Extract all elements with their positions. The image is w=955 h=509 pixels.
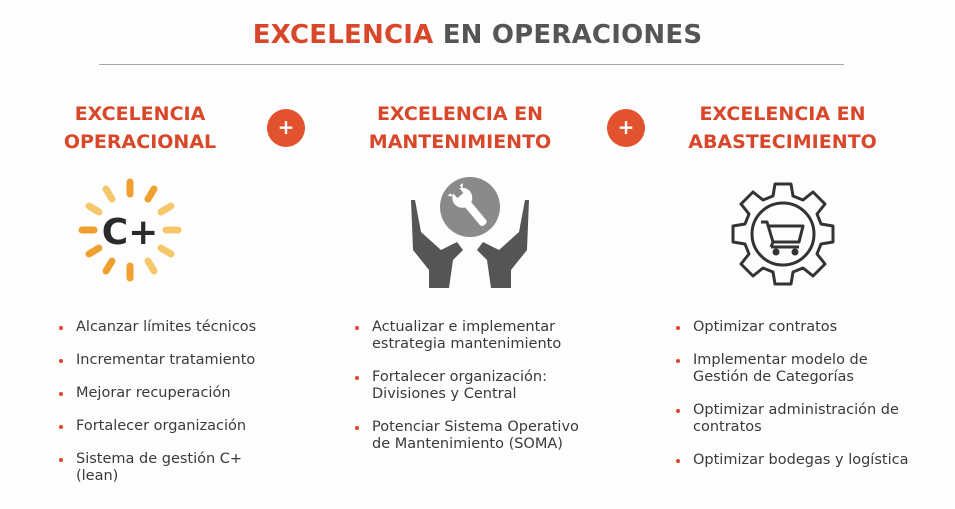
title-divider	[99, 64, 844, 65]
list-item: Potenciar Sistema Operativo de Mantenimiento (SOMA)	[355, 419, 592, 453]
list-item: Optimizar administración de contratos	[676, 402, 918, 436]
plus-icon: +	[267, 109, 305, 147]
plus-icon: +	[607, 109, 645, 147]
bullet-list-operacional	[59, 319, 299, 501]
list-item: Optimizar contratos	[676, 319, 936, 336]
list-item: Fortalecer organización	[59, 418, 299, 435]
column-title-abastecimiento	[670, 100, 895, 156]
column-title-line: ABASTECIMIENTO	[688, 131, 877, 153]
list-item: Sistema de gestión C+ (lean)	[59, 451, 251, 485]
list-item: Actualizar e implementar estrategia mantenimiento	[355, 319, 572, 353]
column-title-line: MANTENIMIENTO	[368, 131, 552, 153]
column-title-line: EXCELENCIA EN	[376, 103, 544, 125]
list-item: Implementar modelo de Gestión de Categorías	[676, 352, 893, 386]
page-title-rest: EN OPERACIONES	[442, 20, 703, 50]
column-title-mantenimiento	[340, 100, 580, 156]
list-item: Mejorar recuperación	[59, 385, 299, 402]
column-title-line: EXCELENCIA EN	[699, 103, 866, 125]
list-item: Fortalecer organización: Divisiones y Central	[355, 369, 572, 403]
bullet-list-mantenimiento	[355, 319, 595, 469]
page-title-accent: EXCELENCIA	[252, 20, 434, 50]
column-title-operacional	[40, 100, 240, 156]
c-plus-text: C+	[101, 212, 159, 253]
c-plus-sunburst-icon	[70, 170, 190, 290]
column-title-line: EXCELENCIA	[74, 103, 206, 125]
page-title	[0, 20, 955, 50]
list-item: Alcanzar límites técnicos	[59, 319, 299, 336]
list-item: Incrementar tratamiento	[59, 352, 299, 369]
gear-cart-icon	[727, 178, 839, 290]
list-item: Optimizar bodegas y logística	[676, 452, 936, 469]
bullet-list-abastecimiento	[676, 319, 936, 485]
hands-wrench-icon	[405, 170, 535, 290]
column-title-line: OPERACIONAL	[63, 131, 217, 153]
